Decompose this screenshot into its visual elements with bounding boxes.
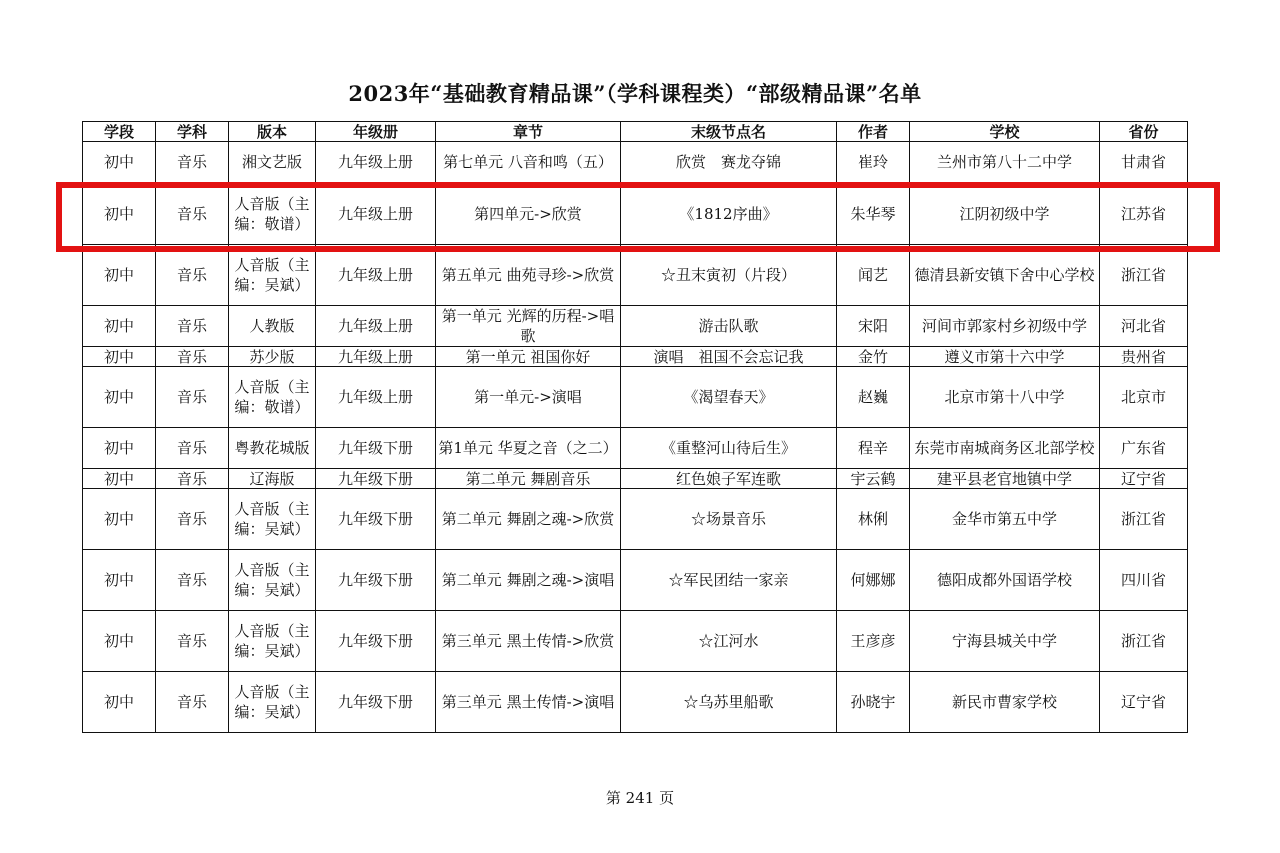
cell-text: 音乐 xyxy=(176,632,207,650)
cell-school xyxy=(910,550,1100,611)
cell-edition xyxy=(229,489,316,550)
cell-grade xyxy=(316,347,436,367)
cell-school xyxy=(910,428,1100,469)
cell-chapter xyxy=(436,611,621,672)
cell-edition xyxy=(229,306,316,347)
cell-province xyxy=(1100,489,1188,550)
cell-stage xyxy=(83,428,156,469)
cell-subject xyxy=(156,672,229,733)
cell-text: 第二单元 舞剧之魂->演唱 xyxy=(441,571,615,589)
cell-edition xyxy=(229,550,316,611)
cell-stage xyxy=(83,611,156,672)
header-author: 作者 xyxy=(837,122,910,142)
cell-grade xyxy=(316,428,436,469)
cell-text: 北京市第十八中学 xyxy=(944,388,1065,406)
table-header-row xyxy=(83,122,1188,142)
cell-text: 第一单元 光辉的历程->唱歌 xyxy=(441,307,615,345)
cell-edition xyxy=(229,367,316,428)
cell-school xyxy=(910,611,1100,672)
cell-node xyxy=(621,306,837,347)
cell-stage xyxy=(83,142,156,183)
cell-province xyxy=(1100,245,1188,306)
cell-text: 闻艺 xyxy=(857,266,888,284)
header-stage: 学段 xyxy=(83,122,156,142)
cell-text: 东莞市南城商务区北部学校 xyxy=(914,439,1095,457)
cell-chapter xyxy=(436,347,621,367)
header-school: 学校 xyxy=(910,122,1100,142)
cell-school xyxy=(910,183,1100,245)
table-row xyxy=(83,469,1188,489)
cell-text: 江阴初级中学 xyxy=(959,204,1050,223)
cell-text: 音乐 xyxy=(176,510,207,528)
cell-node xyxy=(621,245,837,306)
table-row xyxy=(83,245,1188,306)
cell-subject xyxy=(156,550,229,611)
table-row xyxy=(83,183,1188,245)
cell-author xyxy=(837,469,910,489)
cell-text: 初中 xyxy=(103,347,134,366)
cell-subject xyxy=(156,245,229,306)
table-row xyxy=(83,347,1188,367)
cell-edition xyxy=(229,142,316,183)
cell-node xyxy=(621,428,837,469)
cell-author xyxy=(837,672,910,733)
cell-province xyxy=(1100,428,1188,469)
cell-text: 音乐 xyxy=(176,347,207,366)
cell-text: 音乐 xyxy=(176,693,207,711)
table-row xyxy=(83,611,1188,672)
cell-text: 人音版（主编：吴斌） xyxy=(234,500,310,538)
table-row xyxy=(83,306,1188,347)
cell-edition xyxy=(229,611,316,672)
cell-author xyxy=(837,550,910,611)
cell-chapter xyxy=(436,469,621,489)
cell-text: 宁海县城关中学 xyxy=(951,632,1057,650)
cell-stage xyxy=(83,245,156,306)
cell-text: 第1单元 华夏之音（之二） xyxy=(438,439,618,457)
cell-text: 江苏省 xyxy=(1120,204,1166,223)
cell-text: 德阳成都外国语学校 xyxy=(936,571,1072,589)
cell-text: 兰州市第八十二中学 xyxy=(936,153,1072,171)
cell-text: 第二单元 舞剧之魂->欣赏 xyxy=(441,510,615,528)
cell-chapter xyxy=(436,245,621,306)
cell-grade xyxy=(316,183,436,245)
cell-text: 初中 xyxy=(103,632,134,650)
cell-text: 第四单元->欣赏 xyxy=(474,204,582,223)
cell-edition xyxy=(229,245,316,306)
cell-text: 《1812序曲》 xyxy=(679,204,778,223)
cell-text: 九年级上册 xyxy=(337,388,413,406)
cell-text: 王彦彦 xyxy=(850,632,896,650)
cell-chapter xyxy=(436,142,621,183)
cell-text: 四川省 xyxy=(1120,571,1166,589)
cell-subject xyxy=(156,347,229,367)
cell-text: 音乐 xyxy=(176,266,207,284)
cell-text: 浙江省 xyxy=(1120,632,1166,650)
cell-text: 浙江省 xyxy=(1120,510,1166,528)
cell-node xyxy=(621,469,837,489)
cell-text: 初中 xyxy=(103,693,134,711)
cell-text: ☆乌苏里船歌 xyxy=(683,693,774,711)
cell-text: 初中 xyxy=(103,204,134,223)
cell-edition xyxy=(229,183,316,245)
cell-grade xyxy=(316,611,436,672)
cell-text: 朱华琴 xyxy=(850,204,896,223)
cell-province xyxy=(1100,367,1188,428)
cell-chapter xyxy=(436,489,621,550)
page-number: 第 241 页 xyxy=(605,789,675,807)
cell-subject xyxy=(156,489,229,550)
table-row xyxy=(83,367,1188,428)
cell-node xyxy=(621,367,837,428)
cell-text: 第三单元 黑土传情->欣赏 xyxy=(441,632,615,650)
cell-edition xyxy=(229,347,316,367)
cell-text: 音乐 xyxy=(176,204,207,223)
cell-edition xyxy=(229,428,316,469)
header-chapter: 章节 xyxy=(436,122,621,142)
cell-province xyxy=(1100,183,1188,245)
header-subject: 学科 xyxy=(156,122,229,142)
cell-text: 九年级下册 xyxy=(337,571,413,589)
course-list-table xyxy=(82,121,1188,733)
cell-node xyxy=(621,611,837,672)
cell-text: 初中 xyxy=(103,510,134,528)
cell-text: 宋阳 xyxy=(857,317,888,335)
cell-text: 初中 xyxy=(103,266,134,284)
cell-school xyxy=(910,367,1100,428)
cell-chapter xyxy=(436,428,621,469)
document-title: 2023年“基础教育精品课”（学科课程类）“部级精品课”名单 xyxy=(348,81,922,106)
cell-author xyxy=(837,142,910,183)
cell-grade xyxy=(316,672,436,733)
cell-text: 程辛 xyxy=(857,439,888,457)
cell-node xyxy=(621,489,837,550)
cell-text: 辽宁省 xyxy=(1120,469,1166,488)
cell-text: 人音版（主编：吴斌） xyxy=(234,683,310,721)
header-grade: 年级册 xyxy=(316,122,436,142)
cell-text: 初中 xyxy=(103,469,134,488)
cell-text: 《渴望春天》 xyxy=(683,388,774,406)
cell-text: 音乐 xyxy=(176,469,207,488)
cell-stage xyxy=(83,489,156,550)
cell-text: ☆江河水 xyxy=(698,632,759,650)
header-edition: 版本 xyxy=(229,122,316,142)
cell-subject xyxy=(156,428,229,469)
cell-author xyxy=(837,347,910,367)
cell-stage xyxy=(83,469,156,489)
cell-grade xyxy=(316,245,436,306)
cell-text: 人音版（主编：吴斌） xyxy=(234,561,310,599)
cell-text: 红色娘子军连歌 xyxy=(675,469,781,488)
cell-subject xyxy=(156,183,229,245)
cell-text: 河间市郭家村乡初级中学 xyxy=(921,317,1087,335)
cell-text: 北京市 xyxy=(1120,388,1166,406)
cell-subject xyxy=(156,367,229,428)
cell-school xyxy=(910,489,1100,550)
table-row xyxy=(83,428,1188,469)
cell-text: 德清县新安镇下舍中心学校 xyxy=(914,266,1095,284)
cell-text: 第七单元 八音和鸣（五） xyxy=(443,153,613,171)
cell-subject xyxy=(156,306,229,347)
cell-province xyxy=(1100,550,1188,611)
table-row xyxy=(83,489,1188,550)
cell-province xyxy=(1100,347,1188,367)
cell-text: ☆场景音乐 xyxy=(690,510,766,528)
cell-text: 第三单元 黑土传情->演唱 xyxy=(441,693,615,711)
cell-text: 遵义市第十六中学 xyxy=(944,347,1065,366)
cell-author xyxy=(837,183,910,245)
header-node: 末级节点名 xyxy=(621,122,837,142)
cell-author xyxy=(837,306,910,347)
cell-author xyxy=(837,245,910,306)
cell-text: 游击队歌 xyxy=(698,317,759,335)
cell-text: 音乐 xyxy=(176,388,207,406)
cell-text: 九年级下册 xyxy=(337,439,413,457)
cell-chapter xyxy=(436,550,621,611)
cell-text: 第五单元 曲苑寻珍->欣赏 xyxy=(441,266,615,284)
cell-text: 孙晓宇 xyxy=(850,693,896,711)
cell-text: 苏少版 xyxy=(249,347,295,366)
cell-text: 九年级上册 xyxy=(337,317,413,335)
cell-text: 人音版（主编：敬谱） xyxy=(234,378,310,416)
cell-school xyxy=(910,306,1100,347)
cell-text: 赵巍 xyxy=(857,388,888,406)
cell-text: 九年级下册 xyxy=(337,632,413,650)
cell-text: 第二单元 舞剧音乐 xyxy=(465,469,591,488)
cell-stage xyxy=(83,367,156,428)
cell-grade xyxy=(316,142,436,183)
cell-text: ☆军民团结一家亲 xyxy=(668,571,789,589)
table-row xyxy=(83,672,1188,733)
cell-stage xyxy=(83,672,156,733)
cell-text: 新民市曹家学校 xyxy=(951,693,1057,711)
cell-edition xyxy=(229,672,316,733)
cell-grade xyxy=(316,306,436,347)
cell-text: 音乐 xyxy=(176,571,207,589)
cell-province xyxy=(1100,306,1188,347)
cell-text: 演唱 祖国不会忘记我 xyxy=(653,347,804,366)
cell-stage xyxy=(83,306,156,347)
cell-grade xyxy=(316,367,436,428)
table-row xyxy=(83,142,1188,183)
cell-text: 音乐 xyxy=(176,153,207,171)
cell-subject xyxy=(156,142,229,183)
cell-text: 粤教花城版 xyxy=(234,439,310,457)
cell-text: 崔玲 xyxy=(857,153,888,171)
cell-text: 初中 xyxy=(103,388,134,406)
cell-text: 浙江省 xyxy=(1120,266,1166,284)
cell-text: 人音版（主编：吴斌） xyxy=(234,256,310,294)
cell-school xyxy=(910,469,1100,489)
cell-text: 九年级上册 xyxy=(337,347,413,366)
cell-text: 广东省 xyxy=(1120,439,1166,457)
cell-text: 欣赏 赛龙夺锦 xyxy=(675,153,781,171)
cell-author xyxy=(837,428,910,469)
cell-text: 《重整河山待后生》 xyxy=(660,439,796,457)
cell-school xyxy=(910,142,1100,183)
cell-text: 人教版 xyxy=(249,317,295,335)
cell-school xyxy=(910,245,1100,306)
cell-stage xyxy=(83,347,156,367)
cell-text: 贵州省 xyxy=(1120,347,1166,366)
cell-author xyxy=(837,611,910,672)
cell-text: 辽宁省 xyxy=(1120,693,1166,711)
cell-text: 金华市第五中学 xyxy=(951,510,1057,528)
cell-text: 九年级上册 xyxy=(337,204,413,223)
cell-text: 湘文艺版 xyxy=(241,153,302,171)
cell-grade xyxy=(316,550,436,611)
cell-province xyxy=(1100,142,1188,183)
cell-province xyxy=(1100,672,1188,733)
cell-text: 音乐 xyxy=(176,317,207,335)
cell-chapter xyxy=(436,183,621,245)
cell-node xyxy=(621,347,837,367)
cell-text: 九年级下册 xyxy=(337,693,413,711)
cell-text: 初中 xyxy=(103,153,134,171)
cell-text: 河北省 xyxy=(1120,317,1166,335)
cell-school xyxy=(910,347,1100,367)
table-row xyxy=(83,550,1188,611)
cell-text: 人音版（主编：吴斌） xyxy=(234,622,310,660)
cell-text: 甘肃省 xyxy=(1120,153,1166,171)
cell-text: 金竹 xyxy=(857,347,888,366)
cell-text: 九年级下册 xyxy=(337,510,413,528)
cell-stage xyxy=(83,183,156,245)
cell-text: 林俐 xyxy=(857,510,888,528)
cell-node xyxy=(621,672,837,733)
cell-author xyxy=(837,489,910,550)
cell-text: 第一单元 祖国你好 xyxy=(465,347,591,366)
cell-text: 建平县老官地镇中学 xyxy=(936,469,1072,488)
cell-text: 第一单元->演唱 xyxy=(474,388,582,406)
cell-node xyxy=(621,550,837,611)
cell-node xyxy=(621,183,837,245)
header-province: 省份 xyxy=(1100,122,1188,142)
cell-text: 九年级下册 xyxy=(337,469,413,488)
cell-school xyxy=(910,672,1100,733)
cell-text: ☆丑末寅初（片段） xyxy=(660,266,796,284)
cell-chapter xyxy=(436,672,621,733)
cell-text: 宇云鹤 xyxy=(850,469,896,488)
cell-grade xyxy=(316,469,436,489)
cell-chapter xyxy=(436,367,621,428)
cell-node xyxy=(621,142,837,183)
cell-text: 何娜娜 xyxy=(850,571,896,589)
cell-text: 初中 xyxy=(103,317,134,335)
cell-province xyxy=(1100,611,1188,672)
cell-text: 人音版（主编：敬谱） xyxy=(234,194,310,233)
cell-text: 九年级上册 xyxy=(337,153,413,171)
cell-edition xyxy=(229,469,316,489)
cell-chapter xyxy=(436,306,621,347)
cell-text: 辽海版 xyxy=(249,469,295,488)
cell-subject xyxy=(156,469,229,489)
cell-text: 初中 xyxy=(103,439,134,457)
cell-text: 九年级上册 xyxy=(337,266,413,284)
cell-stage xyxy=(83,550,156,611)
cell-province xyxy=(1100,469,1188,489)
cell-subject xyxy=(156,611,229,672)
cell-text: 初中 xyxy=(103,571,134,589)
cell-grade xyxy=(316,489,436,550)
cell-author xyxy=(837,367,910,428)
cell-text: 音乐 xyxy=(176,439,207,457)
